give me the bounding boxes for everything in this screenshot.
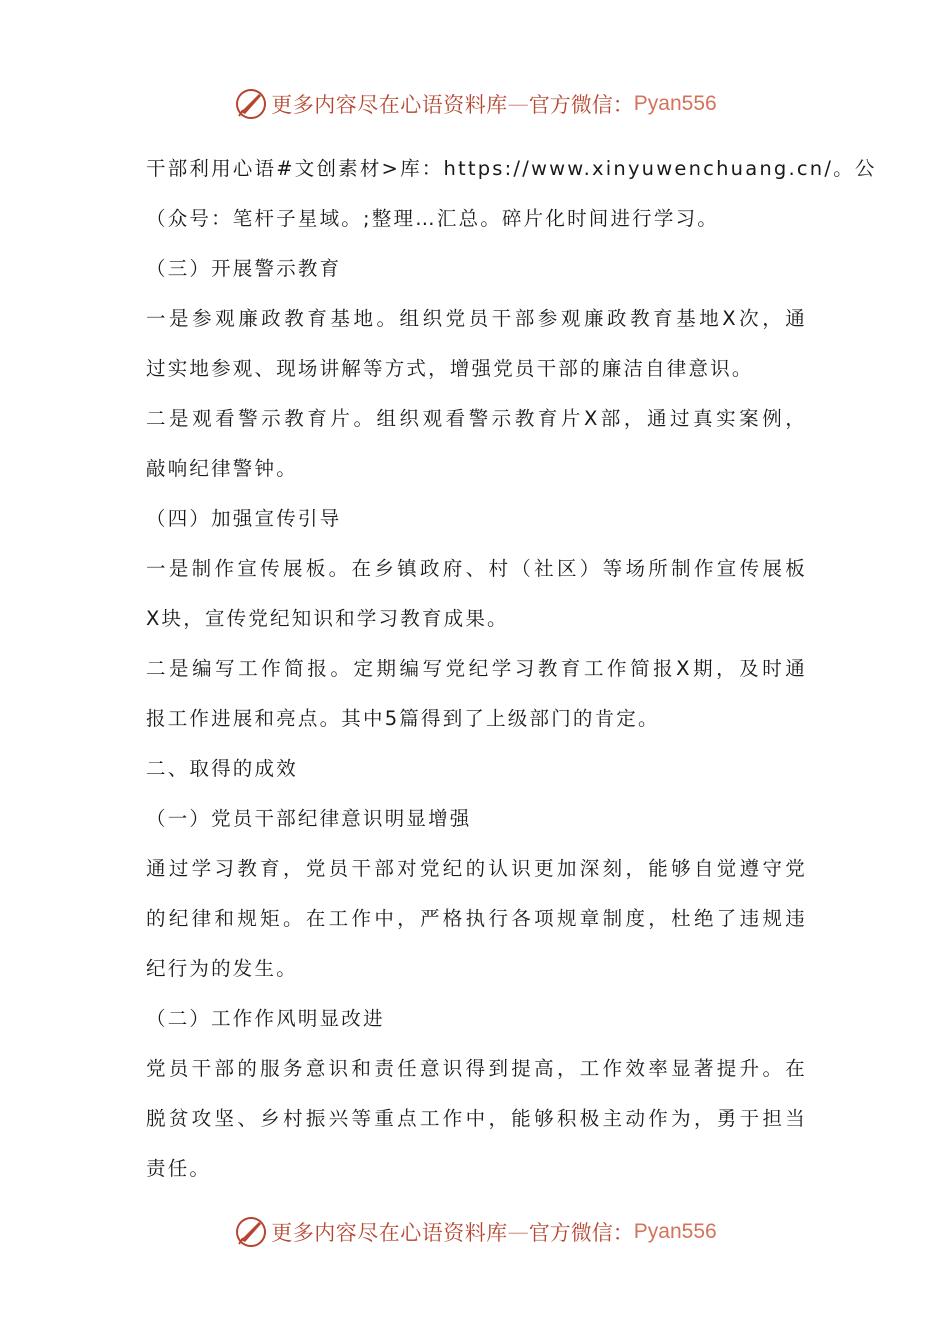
text-line: 报工作进展和亮点。其中5篇得到了上级部门的肯定。 <box>146 707 660 730</box>
text-line: 脱贫攻坚、乡村振兴等重点工作中，能够积极主动作为，勇于担当 <box>146 1107 806 1130</box>
text-line: 干部利用心语#文创素材>库：https://www.xinyuwenchuang.cn/。公 <box>146 157 877 180</box>
banner-separator: — <box>507 1220 529 1244</box>
section-heading: （二）工作作风明显改进 <box>146 1007 385 1030</box>
quill-logo-icon <box>233 1214 269 1250</box>
quill-logo-icon <box>233 86 269 122</box>
section-heading: （四）加强宣传引导 <box>146 507 342 530</box>
header-banner <box>0 84 950 124</box>
banner-separator: — <box>507 92 529 116</box>
section-heading: （三）开展警示教育 <box>146 257 342 280</box>
text-line: 党员干部的服务意识和责任意识得到提高，工作效率显著提升。在 <box>146 1057 806 1080</box>
text-line: 一是制作宣传展板。在乡镇政府、村（社区）等场所制作宣传展板 <box>146 557 806 580</box>
text-line: X块，宣传党纪知识和学习教育成果。 <box>146 607 509 630</box>
text-line: 过实地参观、现场讲解等方式，增强党员干部的廉洁自律意识。 <box>146 357 754 380</box>
banner-text: 更多内容尽在心语资料库 <box>271 93 508 117</box>
footer-banner <box>0 1212 950 1252</box>
text-line: 二是编写工作简报。定期编写党纪学习教育工作简报X期，及时通 <box>146 657 806 680</box>
document-body <box>146 147 877 1197</box>
text-line: 二是观看警示教育片。组织观看警示教育片X部，通过真实案例， <box>146 407 806 430</box>
text-line: 责任。 <box>146 1157 212 1180</box>
wechat-id: Pyan556 <box>633 92 717 115</box>
text-line: （众号：笔杆子星域。;整理…汇总。碎片化时间进行学习。 <box>146 207 719 230</box>
banner-text: 更多内容尽在心语资料库 <box>271 1221 508 1245</box>
text-line: 纪行为的发生。 <box>146 957 298 980</box>
text-line: 通过学习教育，党员干部对党纪的认识更加深刻，能够自觉遵守党 <box>146 857 806 880</box>
wechat-label: 官方微信： <box>528 1221 634 1245</box>
wechat-label: 官方微信： <box>528 93 634 117</box>
text-line: 一是参观廉政教育基地。组织党员干部参观廉政教育基地X次，通 <box>146 307 806 330</box>
text-line: 的纪律和规矩。在工作中，严格执行各项规章制度，杜绝了违规违 <box>146 907 806 930</box>
text-line: 敲响纪律警钟。 <box>146 457 298 480</box>
section-heading: （一）党员干部纪律意识明显增强 <box>146 807 472 830</box>
chapter-heading: 二、取得的成效 <box>146 757 298 780</box>
wechat-id: Pyan556 <box>633 1220 717 1243</box>
